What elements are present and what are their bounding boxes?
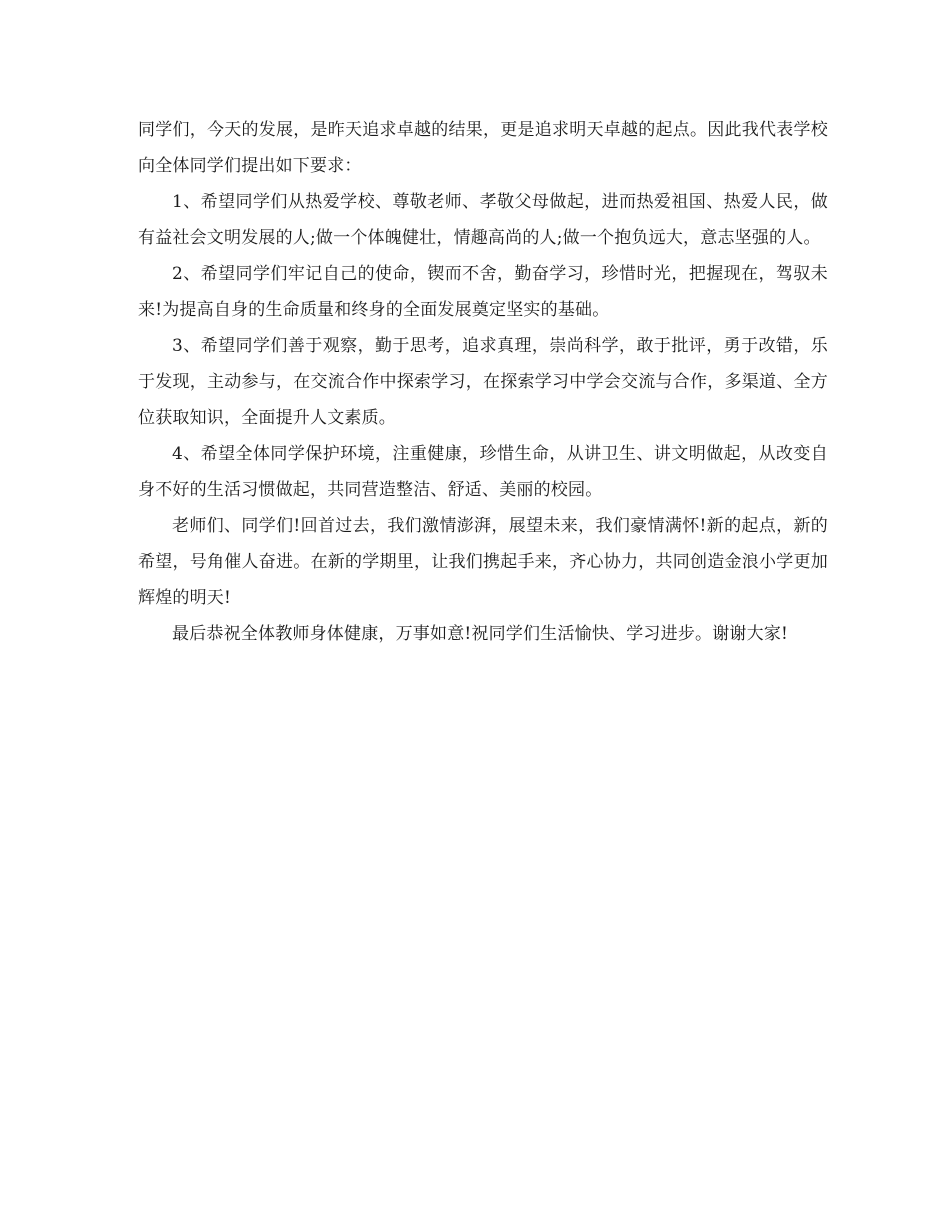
paragraph-closing-appeal: 老师们、同学们!回首过去，我们激情澎湃，展望未来，我们豪情满怀!新的起点，新的希望，号角催人奋进。在新的学期里，让我们携起手来，齐心协力，共同创造金浪小学更加辉煌的明天! — [138, 516, 828, 608]
paragraph-final-wishes: 最后恭祝全体教师身体健康，万事如意!祝同学们生活愉快、学习进步。谢谢大家! — [172, 624, 789, 644]
paragraph-requirement-4: 4、希望全体同学保护环境，注重健康，珍惜生命，从讲卫生、讲文明做起，从改变自身不好的生活习惯做起，共同营造整洁、舒适、美丽的校园。 — [138, 444, 828, 500]
paragraph-requirement-1: 1、希望同学们从热爱学校、尊敬老师、孝敬父母做起，进而热爱祖国、热爱人民，做有益社会文明发展的人;做一个体魄健壮，情趣高尚的人;做一个抱负远大，意志坚强的人。 — [138, 192, 828, 248]
paragraph-requirement-3: 3、希望同学们善于观察，勤于思考，追求真理，崇尚科学，敢于批评，勇于改错，乐于发现，主动参与，在交流合作中探索学习，在探索学习中学会交流与合作，多渠道、全方位获取知识，全面提升人文素质。 — [138, 336, 828, 428]
document-body — [138, 112, 828, 652]
paragraph-requirement-2: 2、希望同学们牢记自己的使命，锲而不舍，勤奋学习，珍惜时光，把握现在，驾驭未来!为提高自身的生命质量和终身的全面发展奠定坚实的基础。 — [138, 264, 828, 320]
paragraph-intro: 同学们，今天的发展，是昨天追求卓越的结果，更是追求明天卓越的起点。因此我代表学校向全体同学们提出如下要求： — [138, 120, 828, 176]
